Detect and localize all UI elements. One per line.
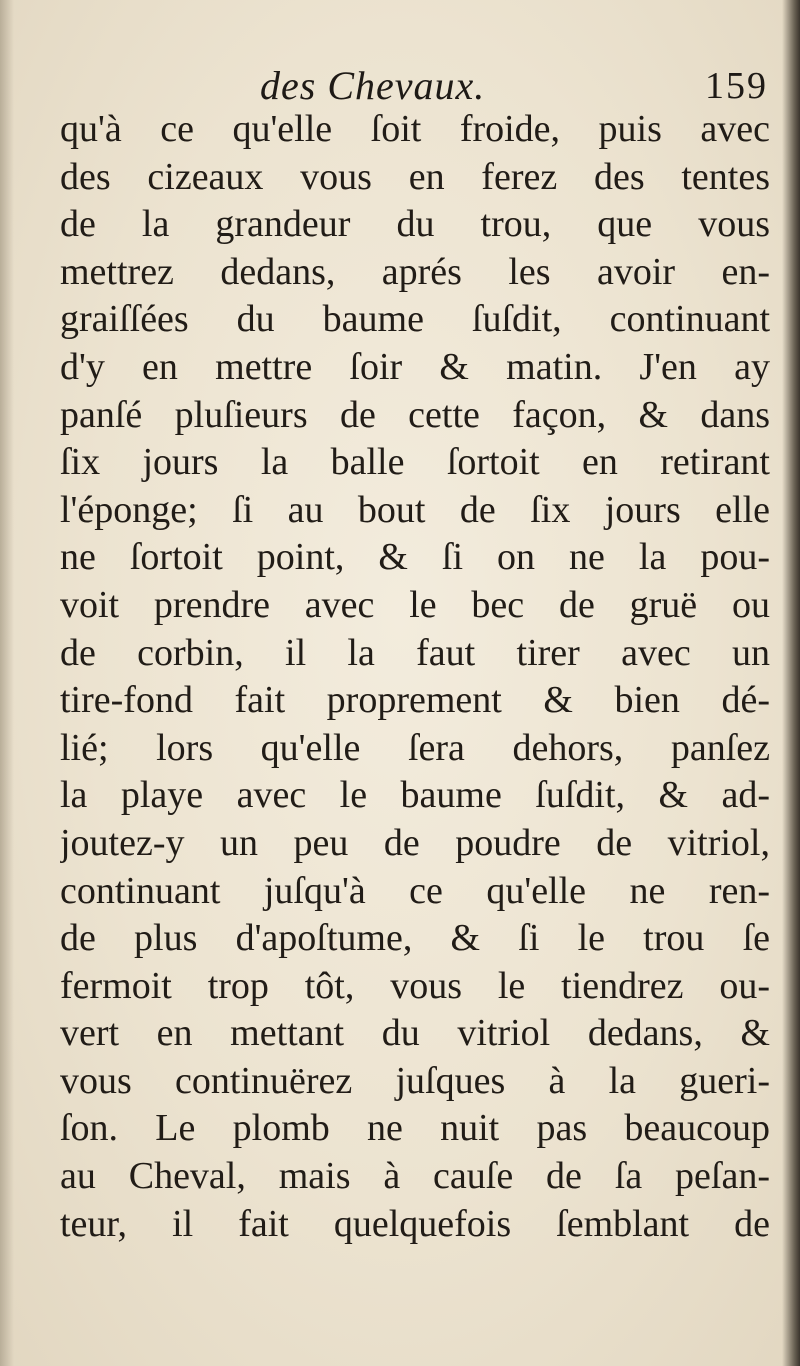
body-text [60, 106, 770, 1248]
text-line: joutez-y un peu de poudre de vitriol, [60, 821, 770, 864]
text-line: graiſſées du baume ſuſdit, continuant [60, 298, 770, 341]
text-line: ſix jours la balle ſortoit en retirant [60, 441, 770, 484]
text-line: des cizeaux vous en ferez des tentes [60, 155, 770, 198]
text-line: ne ſortoit point, & ſi on ne la pou- [60, 536, 770, 579]
page-right-edge-shadow [782, 0, 800, 1366]
text-line: vous continuërez juſques à la gueri- [60, 1059, 770, 1102]
text-line: de corbin, il la faut tirer avec un [60, 631, 770, 674]
text-line: continuant juſqu'à ce qu'elle ne ren- [60, 869, 770, 912]
text-line: vert en mettant du vitriol dedans, & [60, 1012, 770, 1055]
text-line: fermoit trop tôt, vous le tiendrez ou- [60, 964, 770, 1007]
text-line: voit prendre avec le bec de gruë ou [60, 583, 770, 626]
text-line: de la grandeur du trou, que vous [60, 203, 770, 246]
text-line: lié; lors qu'elle ſera dehors, panſez [60, 726, 770, 769]
running-head [60, 62, 768, 112]
text-line: l'éponge; ſi au bout de ſix jours elle [60, 488, 770, 531]
text-line: panſé pluſieurs de cette façon, & dans [60, 393, 770, 436]
text-line: au Cheval, mais à cauſe de ſa peſan- [60, 1155, 770, 1198]
text-line: qu'à ce qu'elle ſoit froide, puis avec [60, 108, 770, 150]
text-line: de plus d'apoſtume, & ſi le trou ſe [60, 917, 770, 960]
text-line: tire-fond fait proprement & bien dé- [60, 679, 770, 722]
page-number: 159 [705, 65, 768, 107]
text-line: ſon. Le plomb ne nuit pas beaucoup [60, 1107, 770, 1150]
text-line: mettrez dedans, aprés les avoir en- [60, 250, 770, 293]
text-line: teur, il fait quelquefois ſemblant de [60, 1202, 770, 1245]
text-line: la playe avec le baume ſuſdit, & ad- [60, 774, 770, 817]
running-title: des Chevaux. [260, 63, 486, 108]
text-line: d'y en mettre ſoir & matin. J'en ay [60, 345, 770, 388]
page-left-edge-shadow [0, 0, 14, 1366]
